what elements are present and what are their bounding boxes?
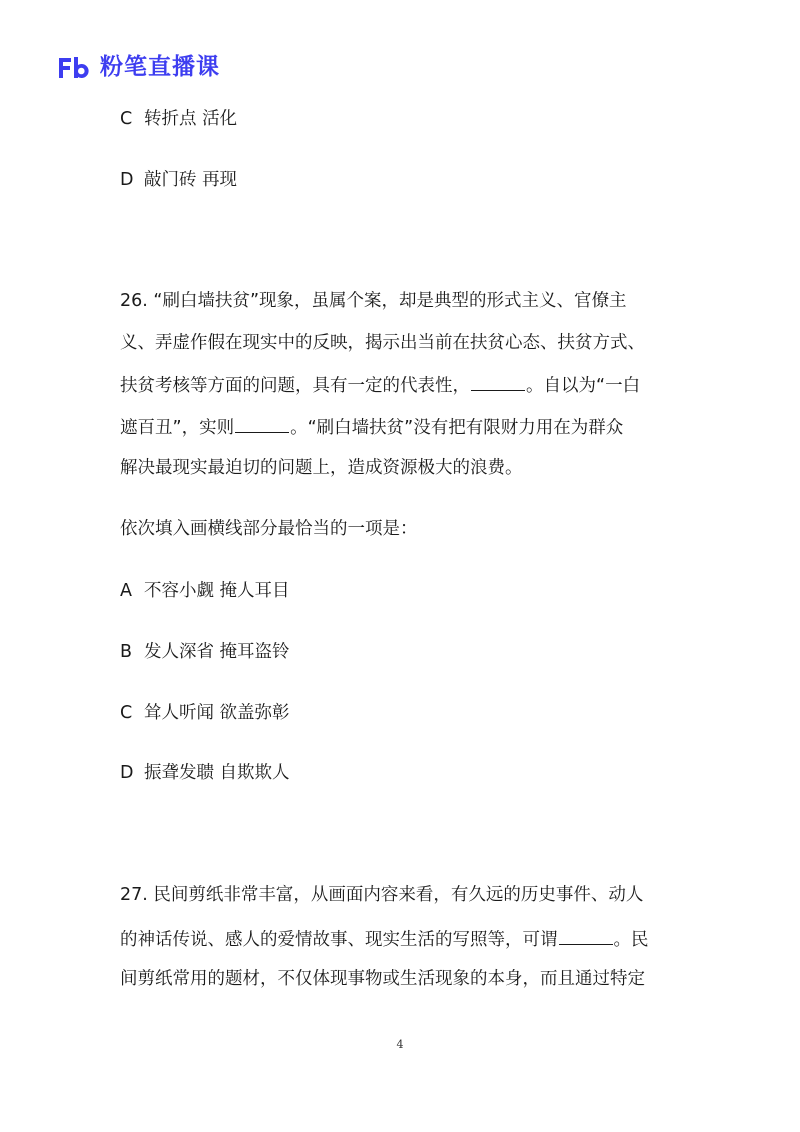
option-text: 发人深省 掩耳盗铃 bbox=[144, 642, 290, 662]
q27-text-line-2 bbox=[120, 927, 649, 951]
q25-option-c bbox=[120, 108, 237, 130]
answer-blank bbox=[235, 415, 289, 433]
option-text: 振聋发聩 自欺欺人 bbox=[144, 763, 290, 783]
option-letter: A bbox=[120, 581, 132, 601]
q26-line4-after: 。“刷白墙扶贫”没有把有限财力用在为群众 bbox=[290, 418, 624, 438]
q26-option-a bbox=[120, 580, 290, 602]
brand-name: 粉笔直播课 bbox=[100, 54, 220, 80]
q27-line2-after: 。民 bbox=[613, 930, 649, 950]
q25-option-d bbox=[120, 169, 237, 191]
q26-text-line-2: 义、弄虚作假在现实中的反映，揭示出当前在扶贫心态、扶贫方式、 bbox=[120, 333, 645, 353]
fb-logo-icon bbox=[56, 54, 94, 80]
option-letter: D bbox=[120, 763, 134, 783]
q26-option-c bbox=[120, 702, 290, 724]
option-text: 耸人听闻 欲盖弥彰 bbox=[144, 703, 290, 723]
q27-line2-before: 的神话传说、感人的爱情故事、现实生活的写照等，可谓 bbox=[120, 930, 558, 950]
option-letter: D bbox=[120, 170, 134, 190]
q26-line3-after: 。自以为“一白 bbox=[526, 376, 641, 396]
option-text: 不容小觑 掩人耳目 bbox=[144, 581, 290, 601]
page-number: 4 bbox=[396, 1038, 404, 1051]
q26-text-line-3 bbox=[120, 373, 640, 397]
q26-option-b bbox=[120, 641, 290, 663]
option-letter: C bbox=[120, 703, 133, 723]
q26-prompt: 依次填入画横线部分最恰当的一项是： bbox=[120, 519, 418, 539]
q26-line4-before: 遮百丑”，实则 bbox=[120, 418, 235, 438]
q27-text-line-3: 间剪纸常用的题材，不仅体现事物或生活现象的本身，而且通过特定 bbox=[120, 969, 645, 989]
brand-logo bbox=[56, 52, 220, 82]
q26-text-line-4 bbox=[120, 415, 623, 439]
option-letter: B bbox=[120, 642, 133, 662]
q27-text-line-1: 27. 民间剪纸非常丰富，从画面内容来看，有久远的历史事件、动人 bbox=[120, 885, 644, 905]
option-letter: C bbox=[120, 109, 133, 129]
option-text: 转折点 活化 bbox=[144, 109, 238, 129]
q26-text-line-1: 26. “刷白墙扶贫”现象，虽属个案，却是典型的形式主义、官僚主 bbox=[120, 291, 627, 311]
q26-text-line-5: 解决最现实最迫切的问题上，造成资源极大的浪费。 bbox=[120, 458, 523, 478]
option-text: 敲门砖 再现 bbox=[144, 170, 238, 190]
q26-line3-before: 扶贫考核等方面的问题，具有一定的代表性， bbox=[120, 376, 470, 396]
answer-blank bbox=[559, 927, 613, 945]
answer-blank bbox=[471, 373, 525, 391]
q26-option-d bbox=[120, 762, 290, 784]
